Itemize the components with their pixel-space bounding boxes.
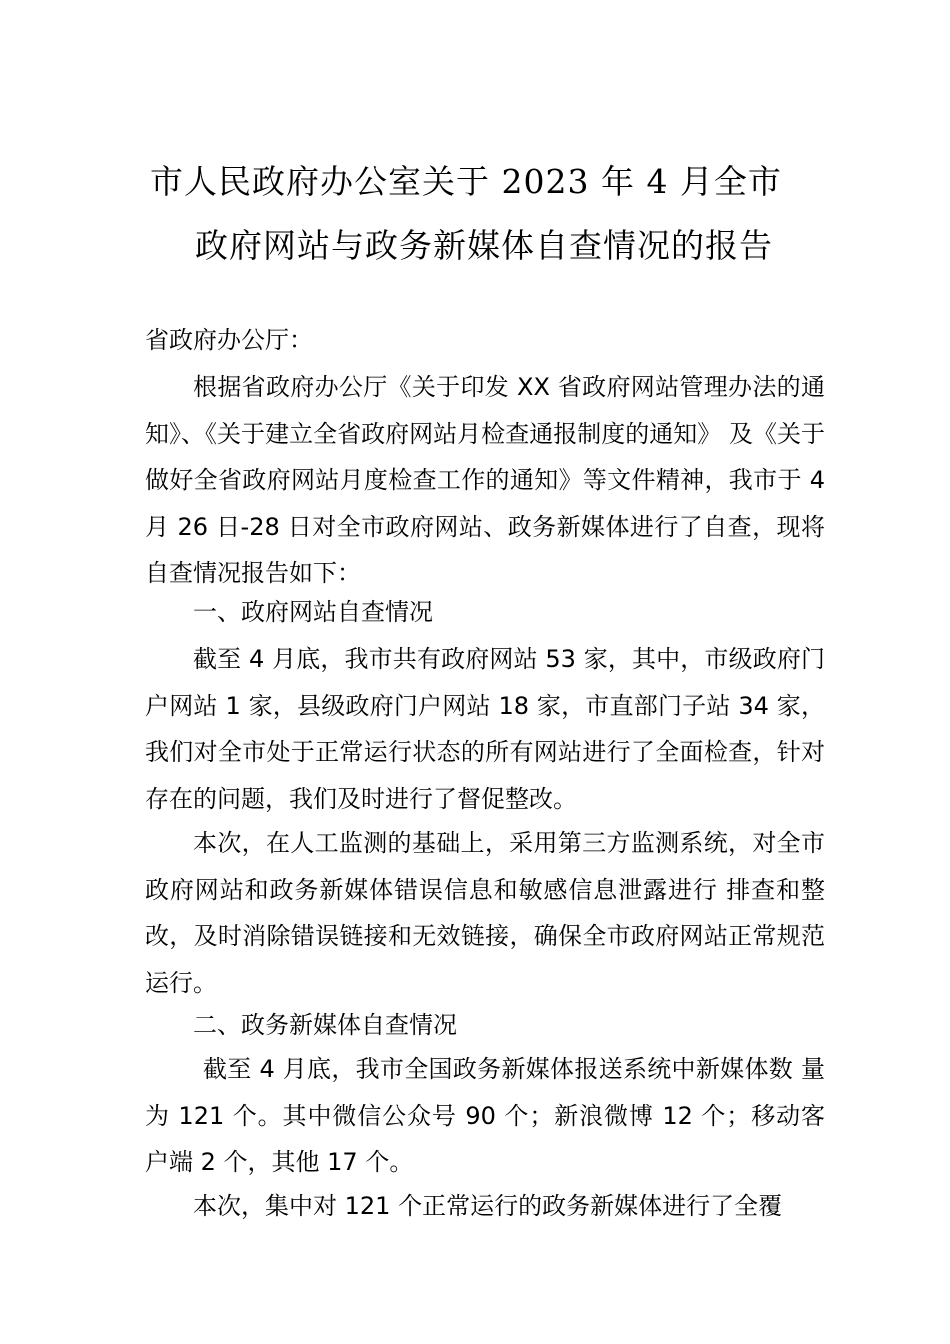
section-heading-websites: 一、政府网站自查情况 bbox=[193, 598, 433, 626]
paragraph-new-media-count: 截至 4 月底，我市全国政务新媒体报送系统中新媒体数 量为 121 个。其中微信公众号 90 个；新浪微博 12 个；移动客户端 2 个，其他 17 个。 bbox=[145, 1055, 825, 1177]
paragraph-websites-count: 截至 4 月底，我市共有政府网站 53 家，其中，市级政府门户网站 1 家，县级政府门户网站 18 家，市直部门子站 34 家，我们对全市处于正常运行状态的所有网站进行了全面检查，针对存在的问题，我们及时进行了督促整改。 bbox=[145, 645, 825, 813]
salutation: 省政府办公厅： bbox=[145, 326, 313, 354]
paragraph-new-media-review: 本次，集中对 121 个正常运行的政务新媒体进行了全覆 bbox=[193, 1192, 783, 1220]
section-heading-new-media: 二、政务新媒体自查情况 bbox=[193, 1011, 457, 1039]
report-title-line-1: 市人民政府办公室关于 2023 年 4 月全市 bbox=[150, 162, 782, 201]
report-title-line-2: 政府网站与政务新媒体自查情况的报告 bbox=[195, 226, 773, 265]
paragraph-websites-monitoring: 本次，在人工监测的基础上，采用第三方监测系统，对全市政府网站和政务新媒体错误信息和敏感信息泄露进行 排查和整改，及时消除错误链接和无效链接，确保全市政府网站正常规范运行。 bbox=[145, 829, 825, 997]
paragraph-intro: 根据省政府办公厅《关于印发 XX 省政府网站管理办法的通知》、《关于建立全省政府网站月检查通报制度的通知》 及《关于做好全省政府网站月度检查工作的通知》等文件精神，我市于 4 月 26 日-28 日对全市政府网站、政务新媒体进行了自查，现将自查情况报告如下： bbox=[145, 373, 825, 588]
